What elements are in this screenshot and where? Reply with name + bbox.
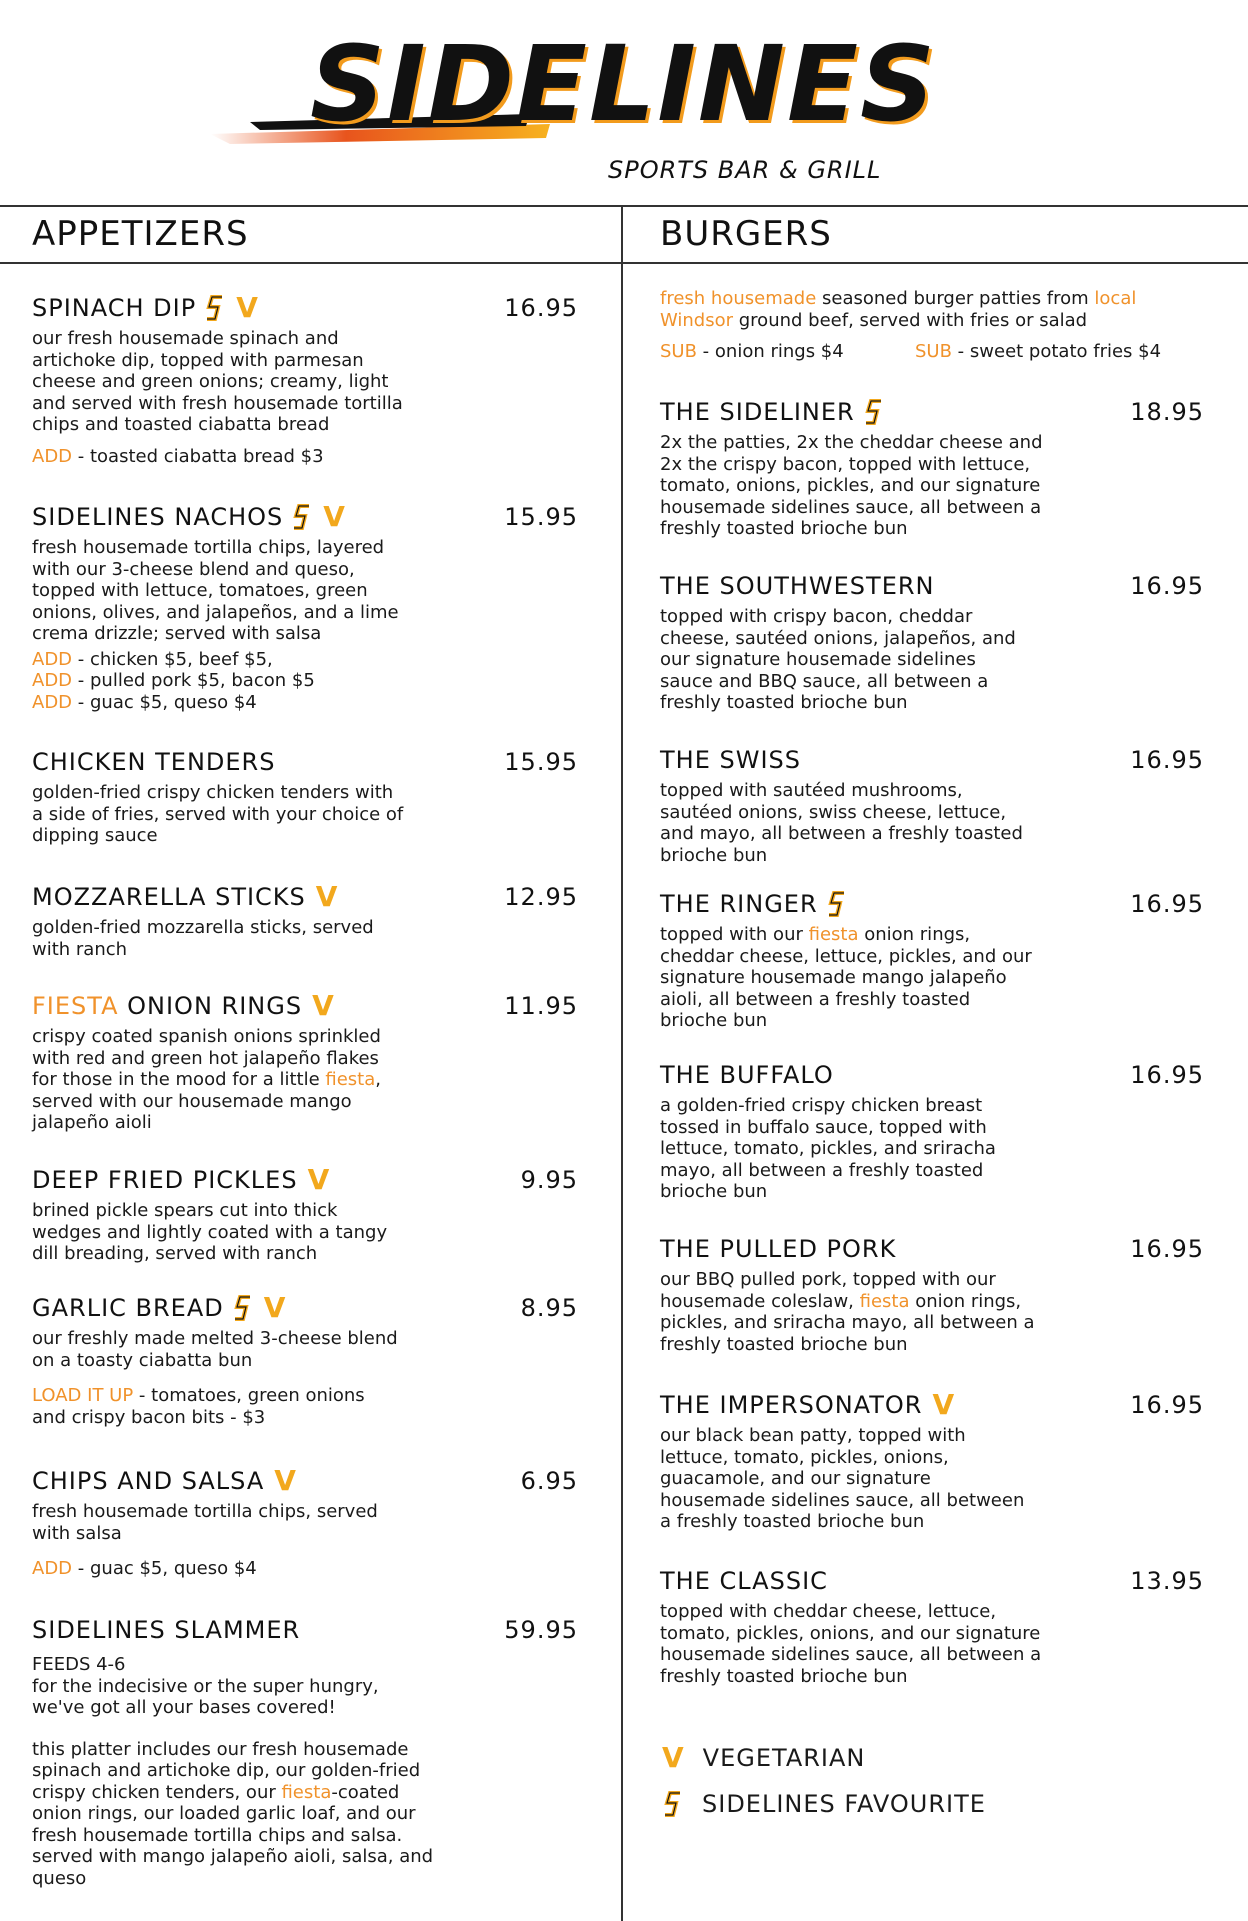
sub-text: - onion rings $4 [696,341,844,362]
vegetarian-icon: V [315,880,339,913]
item-name: SPINACH DIP [32,294,197,322]
addon-label: ADD [32,670,73,691]
burger-sub-sweet-potato [915,341,1161,363]
menu-item-chicken-tenders [32,748,578,847]
item-name: THE PULLED PORK [660,1235,897,1263]
vegetarian-icon: V [307,1163,331,1196]
item-description: topped with sautéed mushrooms, sautéed onions, swiss cheese, lettuce, and mayo, all between a freshly toasted brioche bun [660,780,1023,866]
item-description-long [32,1739,578,1890]
vegetarian-icon: V [236,291,259,324]
vegetarian-icon: V [274,1464,297,1497]
menu-item-mozzarella-sticks [32,880,578,960]
legend-label: VEGETARIAN [702,1744,866,1772]
menu-item-the-ringer [660,890,1204,1032]
item-addon [32,1558,578,1580]
legend-vegetarian [662,1741,866,1774]
item-description: our freshly made melted 3-cheese blend on a toasty ciabatta bun [32,1328,398,1371]
item-price: 16.95 [1130,1391,1204,1419]
item-description [32,1026,578,1134]
intro-accent: local Windsor [660,288,1137,331]
item-name: CHICKEN TENDERS [32,748,276,776]
logo-wordmark: SIDELINES [310,23,937,145]
addon-text: - guac $5, queso $4 [72,691,257,713]
item-price: 6.95 [520,1467,578,1495]
menu-item-sidelines-slammer [32,1616,578,1889]
sidelines-logo [210,23,970,191]
item-name: CHIPS AND SALSA [32,1467,265,1495]
addon-label: LOAD IT UP [32,1385,134,1406]
addon-label: ADD [32,1558,73,1579]
item-description [660,924,1204,1032]
item-price: 16.95 [1130,746,1204,774]
desc-part: onion rings, pickles, and sriracha mayo, all between a freshly toasted brioche bun [660,1290,1035,1355]
intro-text: ground beef, served with fries or salad [733,310,1088,331]
item-description: fresh housemade tortilla chips, layered with our 3-cheese blend and queso, topped with lettuce, tomatoes, green onions, olives, and jalapeños, and a lime crema drizzle; served with salsa [32,537,399,644]
item-name [32,992,302,1020]
legend-label: SIDELINES FAVOURITE [702,1790,986,1818]
menu-item-the-pulled-pork [660,1235,1204,1355]
header-rule-top [0,205,1248,207]
item-addon [32,670,578,692]
feeds-label: FEEDS 4-6 [32,1654,126,1675]
intro-text: seasoned burger patties from [816,288,1095,309]
item-description: topped with cheddar cheese, lettuce, tomato, pickles, onions, and our signature housemade sidelines sauce, all between a freshly toasted brioche bun [660,1601,1042,1687]
addon-text: - toasted ciabatta bread $3 [72,445,324,467]
addon-label: ADD [32,691,73,713]
item-description: golden-fried crispy chicken tenders with a side of fries, served with your choice of dipping sauce [32,782,404,846]
menu-item-fiesta-onion-rings [32,989,578,1134]
item-price: 16.95 [1130,1235,1204,1263]
desc-part: -coated onion rings, our loaded garlic loaf, and our fresh housemade tortilla chips and salsa. served with mango jalapeño aioli, salsa, and queso [32,1781,434,1889]
menu-item-garlic-bread [32,1291,578,1428]
logo-subtitle: SPORTS BAR & GRILL [608,156,882,184]
menu-item-the-buffalo [660,1061,1204,1203]
addon-label: ADD [32,445,73,467]
item-price: 13.95 [1130,1567,1204,1595]
item-description: our fresh housemade spinach and artichoke dip, topped with parmesan cheese and green onions; creamy, light and served with fresh housemade tortilla chips and toasted ciabatta bread [32,328,403,435]
vegetarian-icon: V [932,1388,956,1421]
item-price: 12.95 [504,883,578,911]
item-addon [32,1385,578,1428]
item-description [660,1269,1204,1355]
item-name: THE SOUTHWESTERN [660,572,935,600]
addon-text: - chicken $5, beef $5, [72,648,273,670]
menu-item-the-sideliner [660,398,1204,540]
header-rule-bottom [0,262,1248,264]
favourite-icon [664,1791,684,1817]
addon-text: - tomatoes, green onions and crispy bacon bits - $3 [32,1385,365,1428]
item-price: 8.95 [520,1294,578,1322]
menu-item-sidelines-nachos [32,500,578,713]
addon-text: - pulled pork $5, bacon $5 [72,670,315,691]
favourite-icon [865,399,885,425]
item-addon [32,649,578,671]
addon-text: - guac $5, queso $4 [72,1558,257,1579]
item-name: SIDELINES NACHOS [32,503,284,531]
menu-item-the-impersonator [660,1388,1204,1533]
section-title-appetizers: APPETIZERS [32,214,249,254]
item-price: 59.95 [504,1616,578,1644]
sub-label: SUB [660,341,697,362]
item-price: 16.95 [1130,890,1204,918]
item-name: THE CLASSIC [660,1567,828,1595]
desc-part: crispy coated spanish onions sprinkled with red and green hot jalapeño flakes for those in the mood for a little [32,1026,381,1090]
menu-item-the-southwestern [660,572,1204,714]
item-name: DEEP FRIED PICKLES [32,1166,298,1194]
item-name: GARLIC BREAD [32,1294,224,1322]
vegetarian-icon: V [263,1291,287,1324]
menu-item-deep-fried-pickles [32,1163,578,1265]
item-price: 16.95 [1130,1061,1204,1089]
section-title-burgers: BURGERS [660,214,832,254]
item-description: golden-fried mozzarella sticks, served with ranch [32,917,374,960]
favourite-icon [234,1295,254,1321]
favourite-icon [293,504,313,530]
vegetarian-icon: V [312,989,335,1022]
item-price: 18.95 [1130,398,1204,426]
desc-part: onion rings, cheddar cheese, lettuce, pickles, and our signature housemade mango jalapeño aioli, all between a freshly toasted brioche bun [660,924,1032,1031]
item-name: SIDELINES SLAMMER [32,1616,301,1644]
favourite-icon [206,295,226,321]
item-description: 2x the patties, 2x the cheddar cheese and 2x the crispy bacon, topped with lettuce, tomato, onions, pickles, and our signature housemade sidelines sauce, all between a freshly toasted brioche bun [660,432,1043,539]
item-price: 9.95 [520,1166,578,1194]
sub-label: SUB [915,341,952,362]
item-price: 15.95 [504,503,578,531]
desc-part: this platter includes our fresh housemade spinach and artichoke dip, our golden-fried crispy chicken tenders, our [32,1738,421,1803]
item-name: THE SWISS [660,746,802,774]
item-description: fresh housemade tortilla chips, served with salsa [32,1501,378,1544]
item-addon [32,692,578,714]
item-name-rest: ONION RINGS [118,992,303,1020]
item-name: THE SIDELINER [660,398,855,426]
desc-accent: fiesta [859,1290,910,1312]
desc-accent: fiesta [325,1069,376,1090]
intro-accent: fresh housemade [660,288,817,309]
item-name: MOZZARELLA STICKS [32,883,306,911]
item-description: brined pickle spears cut into thick wedges and lightly coated with a tangy dill breading, served with ranch [32,1200,388,1264]
addon-label: ADD [32,648,73,670]
item-price: 15.95 [504,748,578,776]
item-description: a golden-fried crispy chicken breast tossed in buffalo sauce, topped with lettuce, tomato, pickles, and sriracha mayo, all between a freshly toasted brioche bun [660,1095,996,1202]
favourite-icon [828,891,848,917]
item-description: topped with crispy bacon, cheddar cheese, sautéed onions, jalapeños, and our signature housemade sidelines sauce and BBQ sauce, all between a freshly toasted brioche bun [660,606,1016,713]
item-name: THE RINGER [660,890,818,918]
menu-item-chips-and-salsa [32,1464,578,1580]
item-price: 16.95 [504,294,578,322]
menu-item-the-classic [660,1567,1204,1687]
menu-item-the-swiss [660,746,1204,866]
item-price: 16.95 [1130,572,1204,600]
item-name: THE BUFFALO [660,1061,834,1089]
item-name-accent: FIESTA [32,992,119,1020]
burger-sub-onion-rings [660,341,844,363]
desc-part: topped with our [660,924,809,945]
desc-accent: fiesta [281,1781,332,1803]
desc-accent: fiesta [808,924,859,945]
vegetarian-icon: V [323,500,346,533]
item-price: 11.95 [504,992,578,1020]
sub-text: - sweet potato fries $4 [951,341,1162,362]
burger-intro [660,288,1200,332]
item-description: our black bean patty, topped with lettuce, tomato, pickles, onions, guacamole, and our signature housemade sidelines sauce, all between a freshly toasted brioche bun [660,1425,1025,1532]
desc-part: our BBQ pulled pork, topped with our housemade coleslaw, [660,1269,996,1312]
menu-item-spinach-dip [32,291,578,467]
legend-favourite [664,1790,986,1818]
item-addon [32,446,578,468]
desc-part: , served with our housemade mango jalapeño aioli [32,1069,381,1133]
item-description: for the indecisive or the super hungry, we've got all your bases covered! [32,1675,379,1718]
column-divider [621,205,623,1921]
vegetarian-icon: V [662,1741,685,1774]
item-name: THE IMPERSONATOR [660,1391,923,1419]
